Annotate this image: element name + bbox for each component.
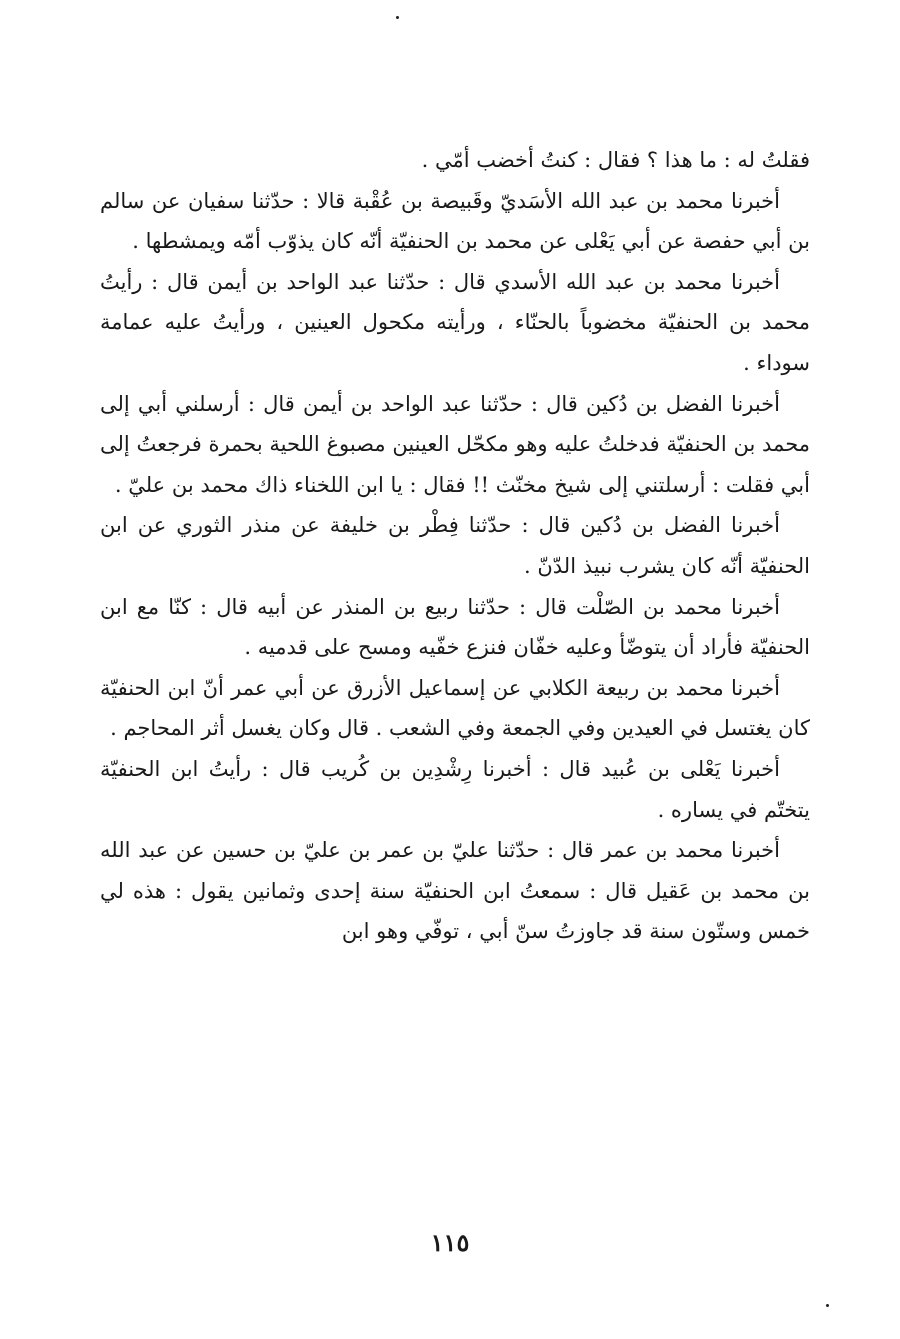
paragraph: فقلتُ له : ما هذا ؟ فقال : كنتُ أخضب أمّي . <box>421 148 810 172</box>
page-number: ١١٥ <box>430 1228 470 1257</box>
paragraph: أخبرنا الفضل بن دُكين قال : حدّثنا عبد الواحد بن أيمن قال : أرسلني أبي إلى محمد بن الحنفيّة فدخلتُ عليه وهو مكحّل العينين مصبوغ اللحية بحمرة فرجعتُ إلى أبي فقلت : أرسلتني إلى شيخ مخنّث !! فقال : يا ابن اللخناء ذاك محمد بن عليّ . <box>100 391 810 497</box>
paragraph: أخبرنا محمد بن الصّلْت قال : حدّثنا ربيع بن المنذر عن أبيه قال : كنّا مع ابن الحنفيّة فأراد أن يتوضّأ وعليه خفّان فنزع خفّيه ومسح على قدميه . <box>100 594 810 660</box>
scan-speck <box>826 1304 829 1307</box>
paragraph: أخبرنا يَعْلى بن عُبيد قال : أخبرنا رِشْدِين بن كُريب قال : رأيتُ ابن الحنفيّة يتختّم في يساره . <box>100 756 810 822</box>
paragraph: أخبرنا محمد بن عبد الله الأسدي قال : حدّثنا عبد الواحد بن أيمن قال : رأيتُ محمد بن الحنفيّة مخضوباً بالحنّاء ، ورأيته مكحول العينين ، ورأيتُ عليه عمامة سوداء . <box>100 269 810 375</box>
scan-speck <box>396 16 399 19</box>
paragraph: أخبرنا محمد بن ربيعة الكلابي عن إسماعيل الأزرق عن أبي عمر أنّ ابن الحنفيّة كان يغتسل في العيدين وفي الجمعة وفي الشعب . قال وكان يغسل أثر المحاجم . <box>100 675 810 741</box>
paragraph: أخبرنا الفضل بن دُكين قال : حدّثنا فِطْر بن خليفة عن منذر الثوري عن ابن الحنفيّة أنّه كان يشرب نبيذ الدّنّ . <box>100 513 810 578</box>
page-body-text <box>100 140 810 952</box>
paragraph: أخبرنا محمد بن عمر قال : حدّثنا عليّ بن عمر بن عليّ بن حسين عن عبد الله بن محمد بن عَقيل قال : سمعتُ ابن الحنفيّة سنة إحدى وثمانين يقول : هذه لي خمس وستّون سنة قد جاوزتُ سنّ أبي ، توفّي وهو ابن <box>100 838 810 944</box>
paragraph: أخبرنا محمد بن عبد الله الأسَديّ وقَبيصة بن عُقْبة قالا : حدّثنا سفيان عن سالم بن أبي حفصة عن أبي يَعْلى عن محمد بن الحنفيّة أنّه كان يذوّب أمّه ويمشطها . <box>100 188 810 254</box>
